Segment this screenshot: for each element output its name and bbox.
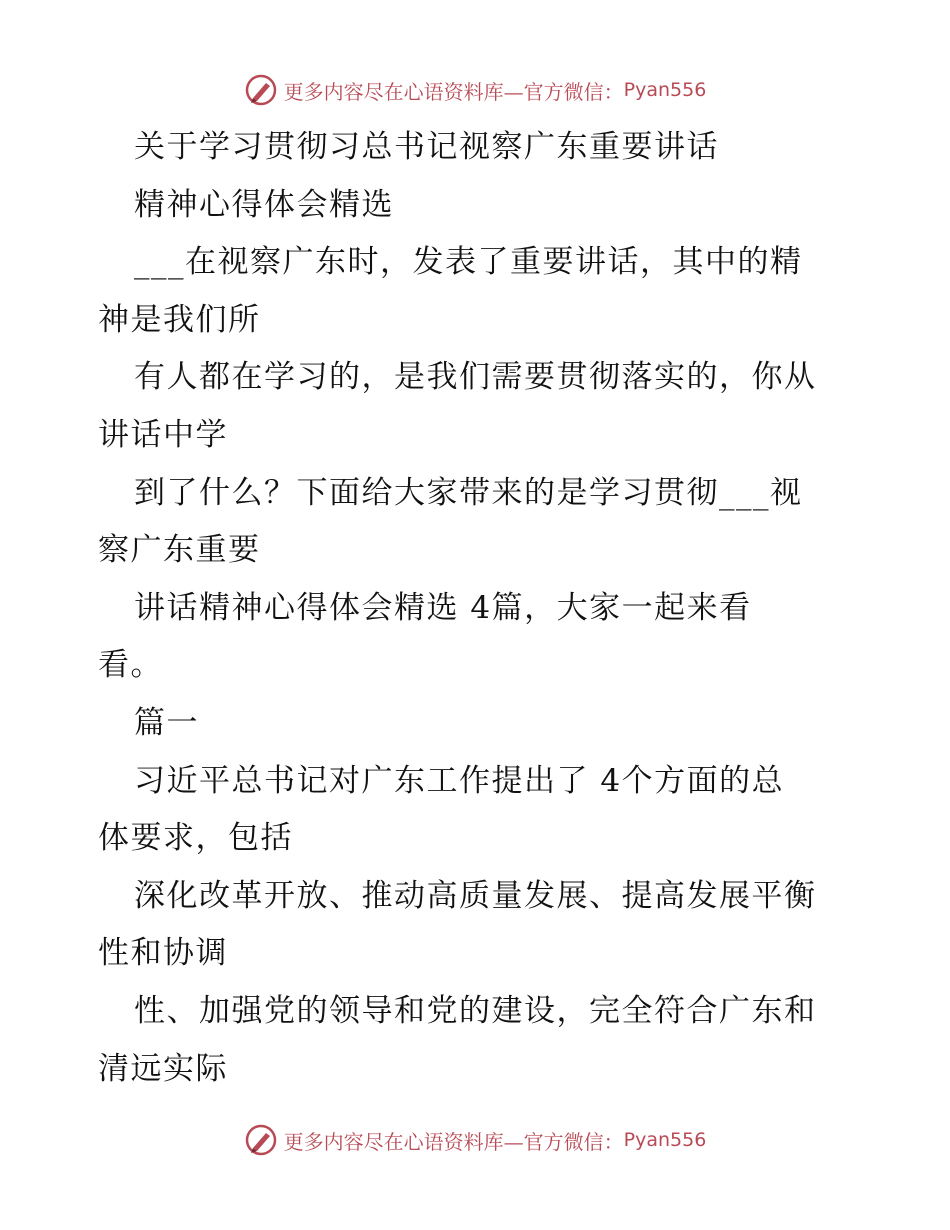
body-line: 关于学习贯彻习总书记视察广东重要讲话	[134, 129, 719, 165]
watermark-account: Pyan556	[623, 1129, 707, 1151]
body-line: 讲话精神心得体会精选 4篇，大家一起来看	[134, 589, 752, 626]
header-watermark	[0, 70, 950, 110]
body-line: 精神心得体会精选	[134, 186, 394, 223]
body-line: 看。	[98, 647, 163, 684]
pen-logo-icon	[244, 1123, 278, 1157]
watermark-text: 更多内容尽在心语资料库—官方微信：	[283, 1129, 624, 1154]
body-line: 深化改革开放、推动高质量发展、提高发展平衡	[134, 877, 817, 914]
body-line: 体要求，包括	[98, 820, 293, 857]
body-line: 清远实际	[98, 1050, 228, 1087]
body-line: 性、加强党的领导和党的建设，完全符合广东和	[134, 993, 817, 1029]
body-line: 篇一	[134, 705, 199, 741]
watermark-account: Pyan556	[623, 79, 707, 101]
body-line: 习近平总书记对广东工作提出了 4个方面的总	[134, 762, 785, 799]
body-line: 神是我们所	[98, 301, 261, 338]
body-line: 讲话中学	[98, 417, 228, 453]
footer-watermark	[0, 1120, 950, 1160]
pen-logo-icon	[244, 73, 278, 107]
body-line: ___在视察广东时，发表了重要讲话，其中的精	[134, 244, 803, 281]
body-line: 察广东重要	[98, 532, 261, 569]
body-line: 到了什么？下面给大家带来的是学习贯彻___视	[134, 474, 803, 511]
watermark-text: 更多内容尽在心语资料库—官方微信：	[283, 79, 624, 104]
body-line: 性和协调	[98, 935, 228, 972]
body-line: 有人都在学习的，是我们需要贯彻落实的，你从	[134, 359, 817, 396]
